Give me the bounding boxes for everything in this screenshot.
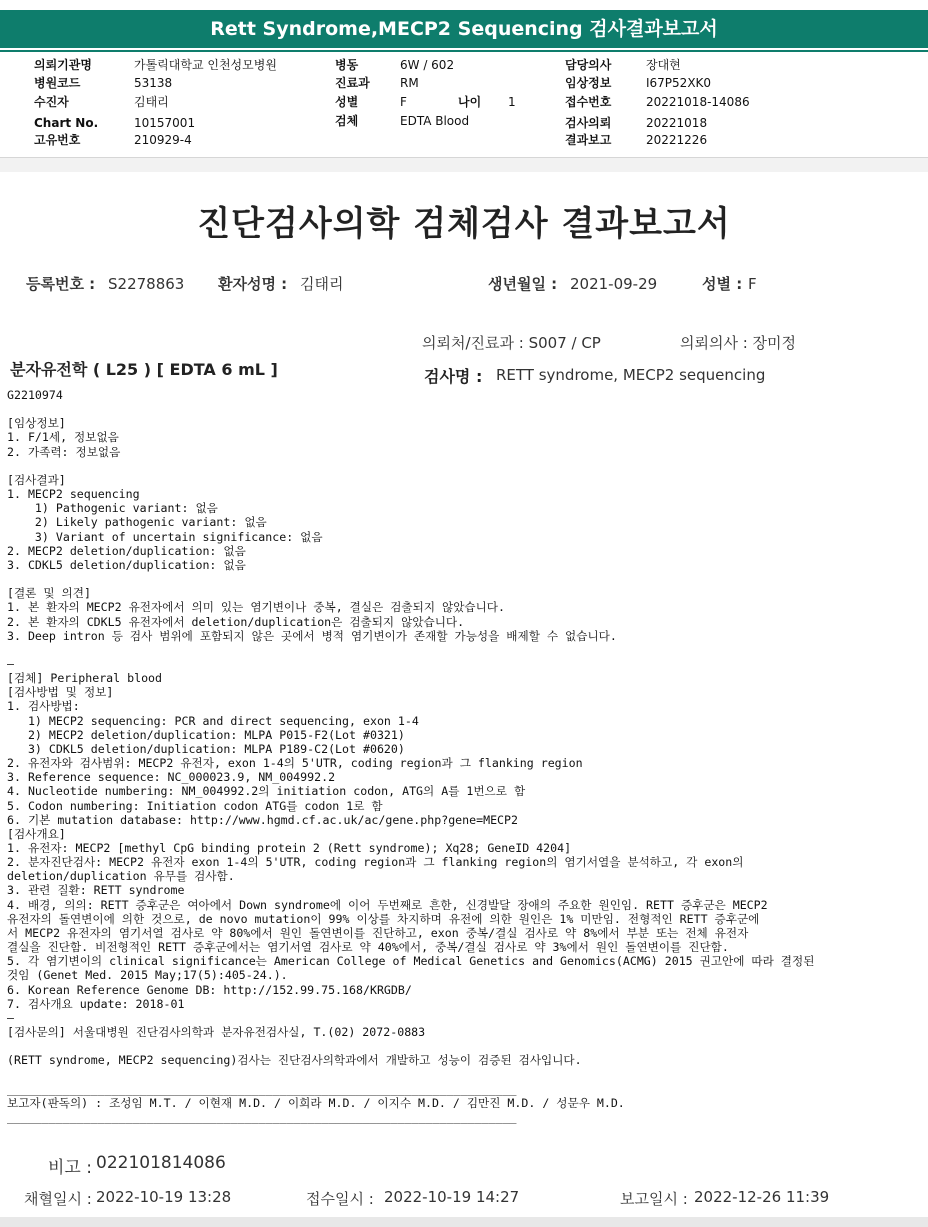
request-label: 검사의뢰 <box>565 116 612 130</box>
body-line <box>7 1039 922 1053</box>
body-line: [검사방법 및 정보] <box>7 685 114 700</box>
body-line <box>7 459 922 473</box>
body-line: G2210974 <box>7 388 63 402</box>
body-line <box>7 402 922 416</box>
specimen-value: EDTA Blood <box>400 114 470 128</box>
receipt-value: 20221018-14086 <box>646 95 750 109</box>
clinical-label: 임상정보 <box>565 76 612 90</box>
body-line: deletion/duplication 유무를 검사함. <box>7 869 235 884</box>
collected-label: 채혈일시 : <box>24 1190 92 1208</box>
receipt-label: 접수번호 <box>565 95 612 109</box>
body-line: 3. Reference sequence: NC_000023.9, NM_004992.2 <box>7 770 336 785</box>
requester-dept: 의뢰처/진료과 : S007 / CP <box>422 334 601 352</box>
body-line: 것임 (Genet Med. 2015 May;17(5):405-24.). <box>7 968 288 983</box>
body-line: 유전자의 돌연변이에 의한 것으로, de novo mutation이 99% 이상를 차지하며 유전에 의한 원인은 1% 미만임. 전형적인 RETT 증후군에 <box>7 911 760 926</box>
body-line: _________________________________________________________________________ <box>7 1109 517 1124</box>
doctor-value: 장대현 <box>646 58 681 72</box>
body-line: 7. 검사개요 update: 2018-01 <box>7 996 185 1011</box>
sex-value: F <box>400 95 407 109</box>
body-line: 2. 분자진단검사: MECP2 유전자 exon 1-4의 5'UTR, coding region과 그 flanking region의 염기서열을 분석하고, 각 exon의 <box>7 855 744 870</box>
chart-label: Chart No. <box>34 116 99 130</box>
header-underline <box>0 50 928 52</box>
patient-label: 수진자 <box>34 95 69 109</box>
name-label: 환자성명 : <box>218 275 288 293</box>
body-line: 3. Deep intron 등 검사 범위에 포함되지 않은 곳에서 병적 염기변이가 존재할 가능성을 배제할 수 없습니다. <box>7 628 617 643</box>
report-date-label: 결과보고 <box>565 133 612 147</box>
age-value: 1 <box>508 95 516 109</box>
specimen-label: 검체 <box>335 114 359 128</box>
body-line: 6. Korean Reference Genome DB: http://152.99.75.168/KRGDB/ <box>7 982 412 997</box>
header-title: Rett Syndrome,MECP2 Sequencing 검사결과보고서 <box>210 18 718 40</box>
body-line: [검사개요] <box>7 826 66 841</box>
body-line: 1. 유전자: MECP2 [methyl CpG binding protein 2 (Rett syndrome); Xq28; GeneID 4204] <box>7 841 572 855</box>
dob-label: 생년월일 : <box>488 275 558 293</box>
unique-value: 210929-4 <box>134 133 192 147</box>
note-value: 022101814086 <box>96 1153 226 1173</box>
body-line <box>7 572 922 586</box>
body-line: [검체] Peripheral blood <box>7 671 163 686</box>
body-line: 2. 유전자와 검사범위: MECP2 유전자, exon 1-4의 5'UTR, coding region과 그 flanking region <box>7 756 583 771</box>
note-label: 비고 : <box>48 1158 92 1178</box>
body-line: 1. MECP2 sequencing <box>7 487 140 502</box>
body-line <box>7 643 922 657</box>
body-line: 2) Likely pathogenic variant: 없음 <box>7 515 267 530</box>
name-value: 김태리 <box>300 275 344 293</box>
report-date-value: 20221226 <box>646 133 708 147</box>
sex-label-report: 성별 : <box>702 275 743 293</box>
body-line: 3) Variant of uncertain significance: 없음 <box>7 529 323 544</box>
hospital-label: 의뢰기관명 <box>34 58 92 72</box>
ward-label: 병동 <box>335 58 359 72</box>
body-line: (RETT syndrome, MECP2 sequencing)검사는 진단검사의학과에서 개발하고 성능이 검증된 검사입니다. <box>7 1053 582 1068</box>
report-body-text <box>7 388 922 1124</box>
body-line: 결실을 진단함. 비전형적인 RETT 증후군에서는 염기서열 검사로 약 40%에서, 중복/결실 검사로 약 3%에서 원인 돌연변이를 진단함. <box>7 940 729 955</box>
clinical-value: I67P52XK0 <box>646 76 712 90</box>
body-line: 1) Pathogenic variant: 없음 <box>7 501 218 516</box>
body-line: [임상정보] <box>7 416 66 431</box>
body-line: _________________________________________________________________________ <box>7 1081 517 1096</box>
sex-label: 성별 <box>335 95 359 109</box>
report-title: 진단검사의학 검체검사 결과보고서 <box>197 204 731 244</box>
body-line <box>7 1068 922 1082</box>
test-name-label: 검사명 : <box>424 367 483 386</box>
body-line: 2. 본 환자의 CDKL5 유전자에서 deletion/duplication은 검출되지 않았습니다. <box>7 614 465 629</box>
received-value: 2022-10-19 14:27 <box>384 1188 520 1206</box>
body-line: 보고자(판독의) : 조성임 M.T. / 이현재 M.D. / 이희라 M.D. / 이지수 M.D. / 김만진 M.D. / 성문우 M.D. <box>7 1095 625 1110</box>
body-line: 2. MECP2 deletion/duplication: 없음 <box>7 543 246 558</box>
body-line: [검사문의] 서울대병원 진단검사의학과 분자유전검사실, T.(02) 2072-0883 <box>7 1025 426 1040</box>
body-line: — <box>7 656 14 671</box>
reported-label: 보고일시 : <box>620 1190 688 1208</box>
body-line: [검사결과] <box>7 472 66 487</box>
body-line: 1) MECP2 sequencing: PCR and direct sequencing, exon 1-4 <box>7 713 419 728</box>
patient-value: 김태리 <box>134 95 169 109</box>
requester-doctor: 의뢰의사 : 장미정 <box>680 334 797 352</box>
body-line: 3. 관련 질환: RETT syndrome <box>7 883 185 898</box>
body-line: 1. 검사방법: <box>7 699 80 714</box>
request-value: 20221018 <box>646 116 708 130</box>
chart-value: 10157001 <box>134 116 196 130</box>
hospital-code-value: 53138 <box>134 76 173 90</box>
body-line: 서 MECP2 유전자의 염기서열 검사로 약 80%에서 원인 돌연변이를 진단하고, exon 중복/결실 검사로 약 8%에서 부분 또는 전체 유전자 <box>7 925 749 940</box>
body-line: 1. F/1세, 정보없음 <box>7 430 119 445</box>
body-line: 5. 각 염기변이의 clinical significance는 American College of Medical Genetics and Genomics(ACMG) 2015 권고안에 따라 결정된 <box>7 954 815 969</box>
dob-value: 2021-09-29 <box>570 275 658 293</box>
section-heading: 분자유전학 ( L25 ) [ EDTA 6 mL ] <box>10 360 278 379</box>
test-name-value: RETT syndrome, MECP2 sequencing <box>496 366 766 384</box>
body-line: 3. CDKL5 deletion/duplication: 없음 <box>7 557 246 572</box>
unique-label: 고유번호 <box>34 133 81 147</box>
body-line: 6. 기본 mutation database: http://www.hgmd.cf.ac.uk/ac/gene.php?gene=MECP2 <box>7 812 519 827</box>
received-label: 접수일시 : <box>306 1190 374 1208</box>
body-line: 3) CDKL5 deletion/duplication: MLPA P189-C2(Lot #0620) <box>7 741 405 756</box>
body-line: 2. 가족력: 정보없음 <box>7 444 121 459</box>
reported-value: 2022-12-26 11:39 <box>694 1188 830 1206</box>
body-line: 5. Codon numbering: Initiation codon ATG를 codon 1로 함 <box>7 798 383 813</box>
section-gap <box>0 158 928 172</box>
doctor-label: 담당의사 <box>565 58 612 72</box>
hospital-value: 가톨릭대학교 인천성모병원 <box>134 58 277 72</box>
body-line: 4. 배경, 의의: RETT 증후군은 여아에서 Down syndrome에 이어 두번째로 흔한, 신경발달 장애의 주요한 원인임. RETT 증후군은 MECP2 <box>7 897 768 912</box>
body-line: 4. Nucleotide numbering: NM_004992.2의 initiation codon, ATG의 A를 1번으로 함 <box>7 784 526 799</box>
dept-value: RM <box>400 76 419 90</box>
reg-label: 등록번호 : <box>26 275 96 293</box>
ward-value: 6W / 602 <box>400 58 455 72</box>
hospital-code-label: 병원코드 <box>34 76 81 90</box>
body-line: [결론 및 의견] <box>7 586 91 601</box>
body-line: 1. 본 환자의 MECP2 유전자에서 의미 있는 염기변이나 중복, 결실은 검출되지 않았습니다. <box>7 600 505 615</box>
body-line: — <box>7 1010 14 1025</box>
sex-value-report: F <box>748 275 757 293</box>
bottom-bar <box>0 1217 928 1227</box>
age-label: 나이 <box>458 95 482 109</box>
reg-value: S2278863 <box>108 275 185 293</box>
dept-label: 진료과 <box>335 76 370 90</box>
collected-value: 2022-10-19 13:28 <box>96 1188 232 1206</box>
body-line: 2) MECP2 deletion/duplication: MLPA P015-F2(Lot #0321) <box>7 727 405 742</box>
